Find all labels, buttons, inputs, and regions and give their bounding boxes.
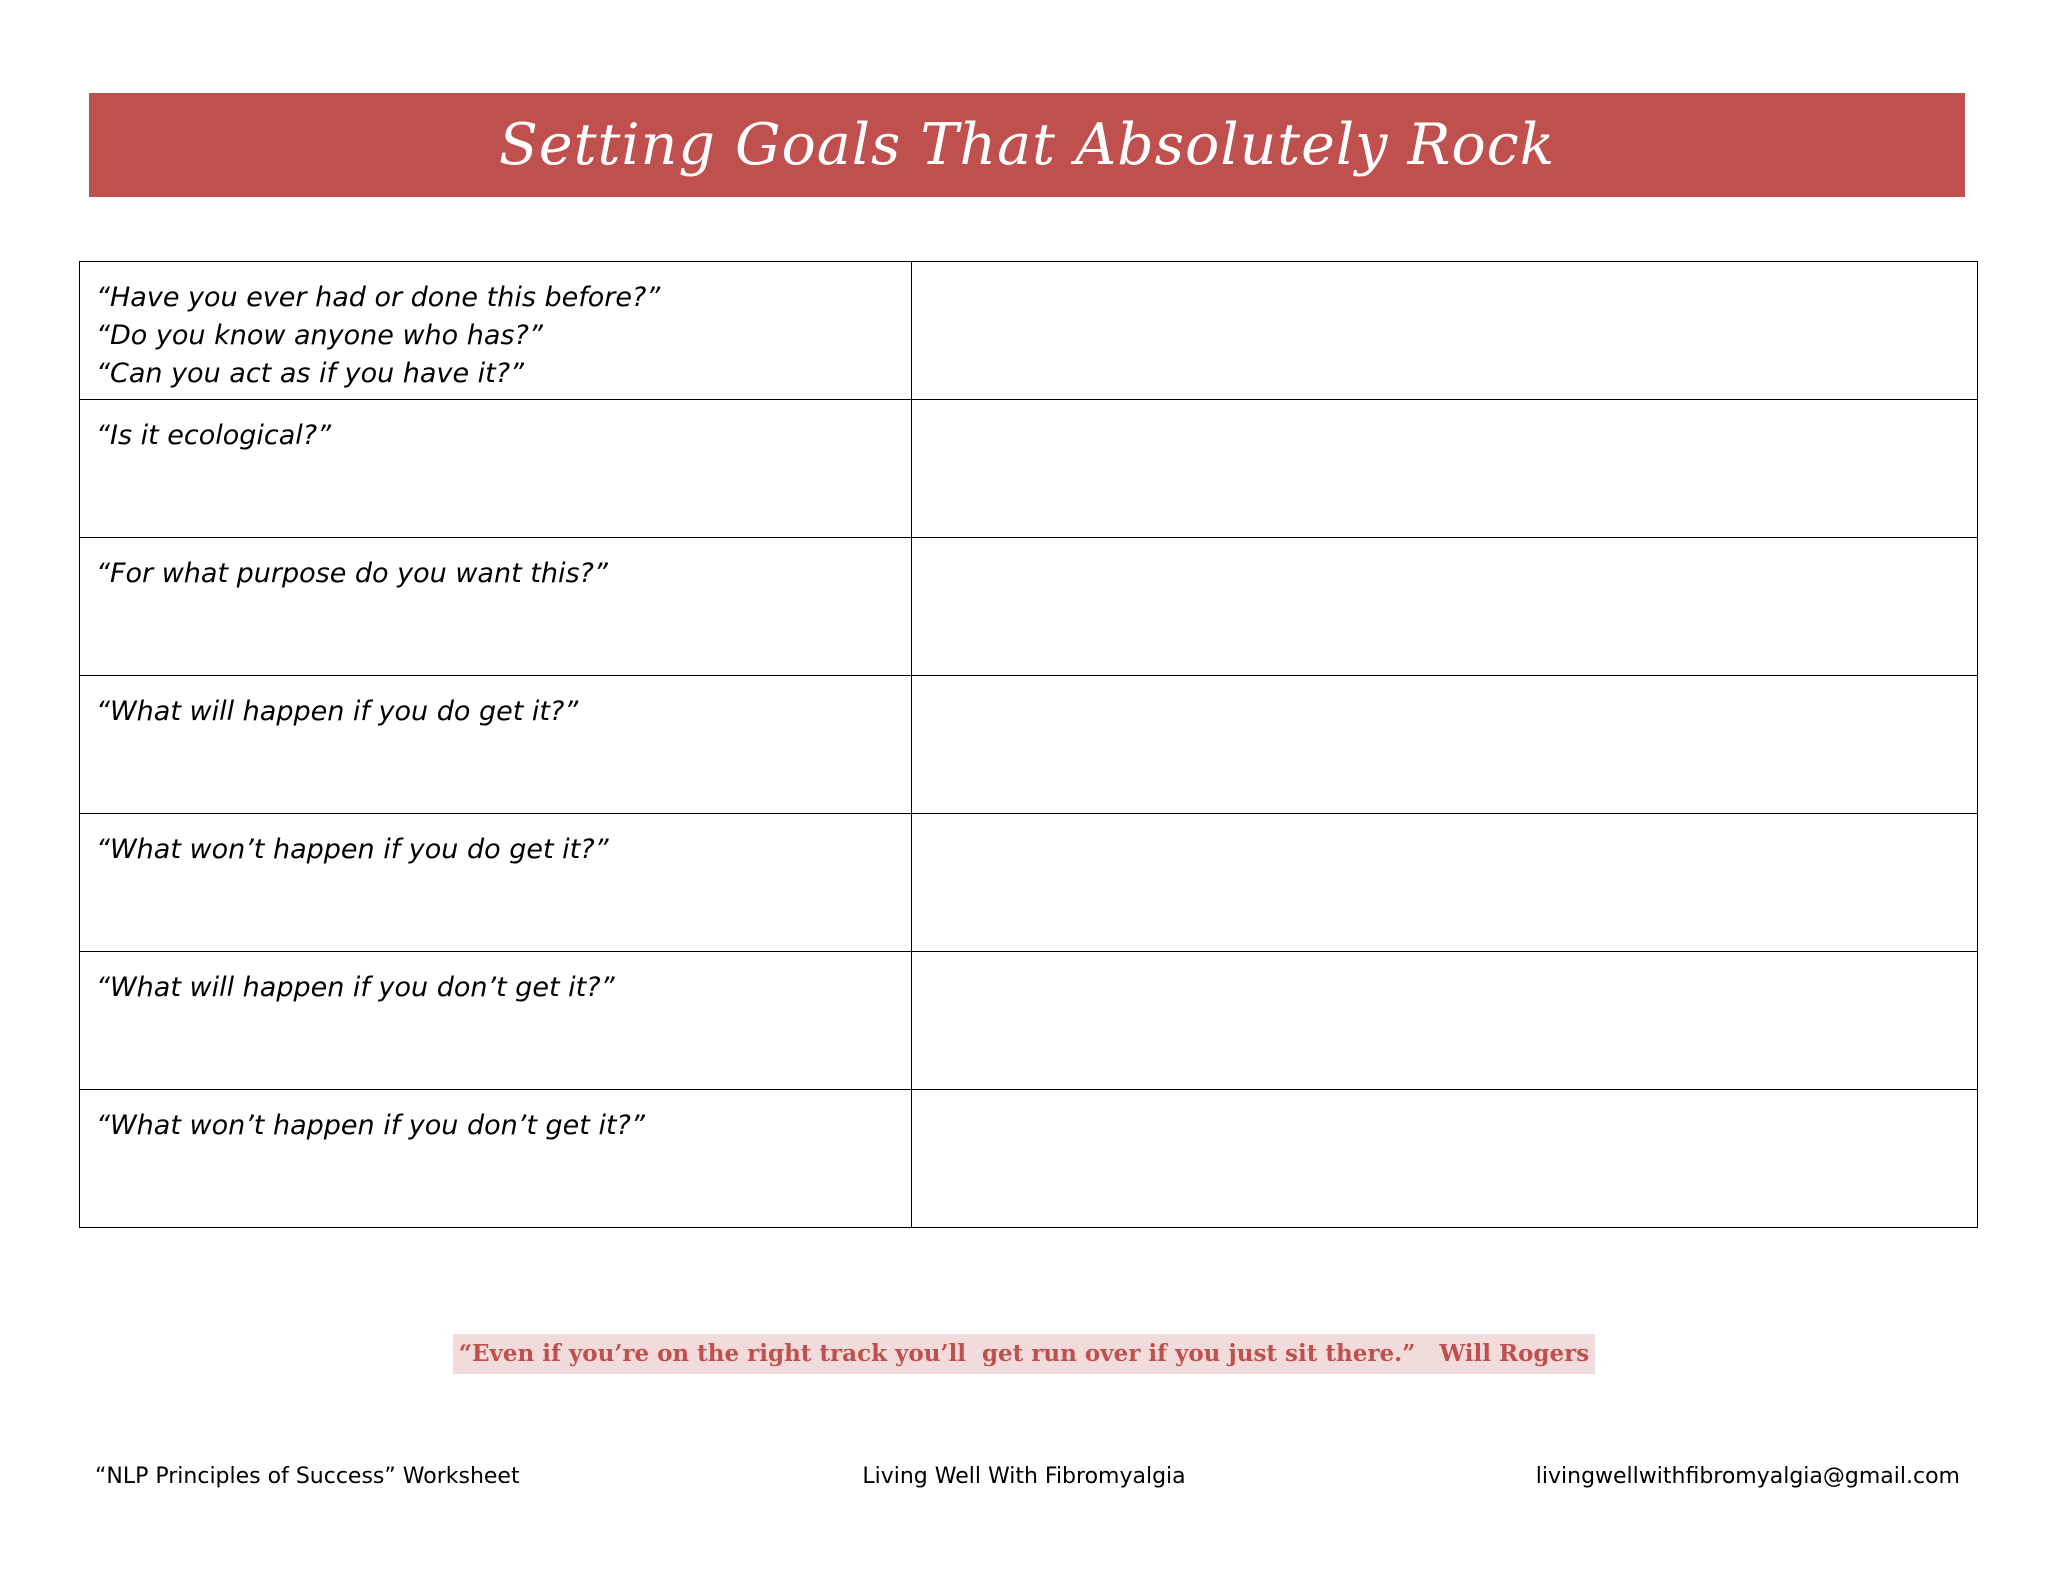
quote-container bbox=[0, 1334, 2048, 1374]
question-line: “What won’t happen if you do get it?” bbox=[96, 834, 609, 865]
title-banner bbox=[89, 93, 1965, 197]
table-row bbox=[80, 538, 1978, 676]
table-row bbox=[80, 676, 1978, 814]
page-title: Setting Goals That Absolutely Rock bbox=[498, 112, 1556, 178]
answer-cell[interactable] bbox=[912, 814, 1978, 952]
answer-cell[interactable] bbox=[912, 952, 1978, 1090]
question-cell bbox=[80, 538, 912, 676]
answer-cell[interactable] bbox=[912, 538, 1978, 676]
question-cell bbox=[80, 1090, 912, 1228]
question-table bbox=[79, 261, 1978, 1228]
question-cell bbox=[80, 400, 912, 538]
answer-cell[interactable] bbox=[912, 676, 1978, 814]
footer-worksheet-name: “NLP Principles of Success” Worksheet bbox=[95, 1464, 520, 1489]
footer-site-name: Living Well With Fibromyalgia bbox=[862, 1464, 1186, 1489]
table-row bbox=[80, 1090, 1978, 1228]
question-cell bbox=[80, 676, 912, 814]
answer-cell[interactable] bbox=[912, 400, 1978, 538]
question-line: “Can you act as if you have it?” bbox=[96, 358, 525, 389]
question-line: “What will happen if you do get it?” bbox=[96, 696, 579, 727]
table-row bbox=[80, 262, 1978, 400]
question-line: “Have you ever had or done this before?” bbox=[96, 282, 661, 313]
footer-email: livingwellwithfibromyalgia@gmail.com bbox=[1535, 1464, 1960, 1489]
question-line: “What won’t happen if you don’t get it?” bbox=[96, 1110, 645, 1141]
table-row bbox=[80, 400, 1978, 538]
answer-cell[interactable] bbox=[912, 262, 1978, 400]
question-line: “What will happen if you don’t get it?” bbox=[96, 972, 615, 1003]
table-row bbox=[80, 952, 1978, 1090]
question-cell bbox=[80, 262, 912, 400]
question-cell bbox=[80, 952, 912, 1090]
table-row bbox=[80, 814, 1978, 952]
question-line: “Is it ecological?” bbox=[96, 420, 332, 451]
question-cell bbox=[80, 814, 912, 952]
answer-cell[interactable] bbox=[912, 1090, 1978, 1228]
question-line: “For what purpose do you want this?” bbox=[96, 558, 608, 589]
quote-text: “Even if you’re on the right track you’ll get run over if you just sit there.” Will Rogers bbox=[453, 1334, 1595, 1374]
question-line: “Do you know anyone who has?” bbox=[96, 320, 543, 351]
